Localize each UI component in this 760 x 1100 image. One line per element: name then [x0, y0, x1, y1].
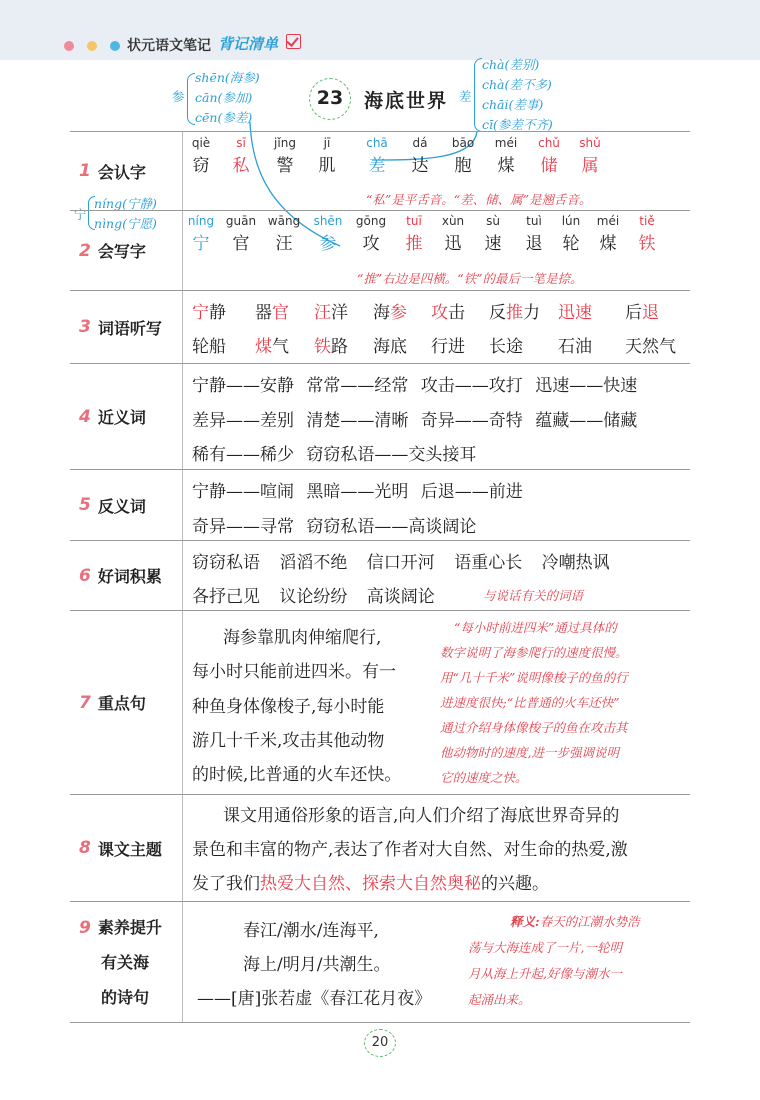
pinyin: méi	[494, 136, 518, 150]
hanzi: 警	[276, 156, 294, 176]
explain-line: 月从海上升起,好像与潮水一	[468, 966, 622, 981]
analysis-line: 通过介绍身体像梭子的鱼在攻击其	[440, 720, 628, 735]
dictation-word: 石油	[558, 337, 592, 357]
lesson-title: 海底世界	[364, 90, 449, 112]
word-grid	[183, 291, 690, 363]
row-good-words	[70, 541, 690, 611]
pinyin: xùn	[441, 214, 465, 228]
char-cell	[348, 214, 394, 254]
cha-reading-4: cī(参差不齐)	[482, 117, 553, 132]
ning-reading-1: níng(宁静)	[94, 196, 157, 211]
cha-reading-3: chāi(差事)	[482, 97, 544, 112]
hanzi: 煤	[599, 234, 617, 254]
dictation-word: 煤气	[255, 337, 289, 357]
row-label	[70, 211, 183, 290]
pinyin: chǔ	[538, 136, 560, 150]
row-antonyms	[70, 470, 690, 541]
sentence-line: 游几十千米,攻击其他动物	[192, 731, 385, 751]
dictation-word: 海底	[373, 337, 407, 357]
row-subtitle: 有关海	[101, 953, 150, 972]
row-title: 会认字	[97, 162, 146, 182]
pinyin: níng	[187, 214, 215, 228]
cha-reading-1: chà(差别)	[482, 57, 540, 72]
row-label	[70, 470, 183, 540]
row-note: “推”右边是四横。“铁”的最后一笔是捺。	[357, 271, 583, 286]
pinyin: dá	[412, 136, 428, 150]
poem-line: 海上/明月/共潮生。	[243, 955, 391, 975]
cha-reading-2: chà(差不多)	[482, 77, 552, 92]
text-line: 宁静——安静 常常——经常 攻击——攻打 迅速——快速	[192, 376, 638, 396]
char-cell	[218, 136, 264, 176]
char-cell	[305, 214, 351, 254]
hanzi: 达	[411, 156, 429, 176]
pinyin: shǔ	[579, 136, 601, 150]
pinyin: guān	[225, 214, 257, 228]
decor-dot-blue	[110, 41, 120, 51]
pinyin: sù	[486, 214, 500, 228]
row-dictation	[70, 291, 690, 364]
checkmark-icon	[286, 34, 301, 49]
char-cell	[624, 214, 670, 254]
poem-block	[183, 902, 690, 1022]
pinyin: wāng	[267, 214, 301, 228]
cha-char-annotation: 差	[459, 89, 472, 104]
shen-reading-3: cēn(参差)	[195, 110, 253, 125]
explain-title: 释义:	[510, 914, 540, 929]
row-label	[70, 132, 183, 210]
theme-text-b: 的兴趣。	[481, 874, 549, 894]
hanzi: 官	[232, 234, 250, 254]
row-label	[70, 291, 183, 363]
char-cell	[262, 136, 308, 176]
notes-table	[70, 131, 690, 1023]
pinyin: gōng	[355, 214, 387, 228]
row-number: 4	[79, 406, 91, 427]
explain-line	[510, 912, 640, 930]
char-cell	[567, 136, 613, 176]
explain-line: 荡与大海连成了一片,一轮明	[468, 940, 622, 955]
hanzi: 推	[405, 234, 423, 254]
dictation-word: 海参	[373, 303, 407, 323]
dictation-word: 轮船	[192, 337, 226, 357]
row-synonyms	[70, 364, 690, 470]
dictation-word: 汪洋	[314, 303, 348, 323]
text-line: 差异——差别 清楚——清晰 奇异——奇特 蕴藏——储藏	[192, 411, 638, 431]
synonym-list	[183, 364, 690, 469]
shen-char-annotation: 参	[172, 89, 185, 104]
pinyin: chā	[366, 136, 388, 150]
hanzi: 煤	[497, 156, 515, 176]
theme-line: 景色和丰富的物产,表达了作者对大自然、对生命的热爱,激	[192, 840, 628, 860]
sentence-line: 海参靠肌肉伸缩爬行,	[223, 628, 382, 648]
analysis-line: 它的速度之快。	[440, 770, 528, 785]
theme-line: 课文用通俗形象的语言,向人们介绍了海底世界奇异的	[223, 806, 620, 826]
theme-text-a: 发了我们	[192, 874, 260, 894]
row-number: 9	[79, 918, 91, 938]
char-cell	[354, 136, 400, 176]
ning-char-annotation: 宁	[74, 207, 87, 222]
hanzi: 差	[368, 156, 386, 176]
dictation-word: 后退	[625, 303, 659, 323]
poem-line: 春江/潮水/连海平,	[243, 921, 379, 941]
brand-title: 状元语文笔记	[127, 38, 211, 54]
decor-dot-yellow	[87, 41, 97, 51]
dictation-word: 铁路	[314, 337, 348, 357]
text-line: 各抒己见 议论纷纷 高谈阔论	[192, 587, 435, 607]
pinyin: bāo	[451, 136, 475, 150]
row-note: 与说话有关的词语	[483, 588, 584, 603]
header-bar	[0, 0, 760, 60]
hanzi: 退	[525, 234, 543, 254]
hanzi: 铁	[638, 234, 656, 254]
char-cell	[483, 136, 529, 176]
hanzi: 迅	[444, 234, 462, 254]
hanzi: 汪	[275, 234, 293, 254]
row-subtitle: 的诗句	[101, 988, 150, 1007]
pinyin: tuì	[526, 214, 542, 228]
row-recognize	[70, 132, 690, 211]
poem-source: ——[唐]张若虚《春江花月夜》	[197, 989, 432, 1009]
hanzi: 窃	[192, 156, 210, 176]
shen-brace	[187, 73, 195, 125]
dictation-word: 长途	[489, 337, 523, 357]
analysis-line: 他动物时的速度,进一步强调说明	[440, 745, 619, 760]
dictation-word: 器官	[255, 303, 289, 323]
row-number: 6	[79, 565, 91, 586]
antonym-list	[183, 470, 690, 540]
analysis-line: 进速度很快;“比普通的火车还快”	[440, 695, 620, 710]
sentence-line: 种鱼身体像梭子,每小时能	[192, 697, 385, 717]
dictation-word: 攻击	[431, 303, 465, 323]
pinyin: jǐng	[274, 136, 296, 150]
row-title: 词语听写	[97, 318, 162, 338]
row-title: 素养提升	[97, 918, 162, 937]
row-title: 课文主题	[97, 839, 162, 859]
theme-text	[183, 795, 690, 901]
row-theme	[70, 795, 690, 902]
row-label	[70, 902, 183, 1022]
row-title: 近义词	[97, 408, 146, 427]
row-key-sentence	[70, 611, 690, 795]
text-line: 稀有——稀少 窃窃私语——交头接耳	[192, 445, 477, 465]
dictation-word: 天然气	[625, 337, 676, 357]
row-label	[70, 611, 183, 794]
page-number: 20	[364, 1029, 396, 1057]
char-cell	[218, 214, 264, 254]
text-line: 宁静——喧闹 黑暗——光明 后退——前进	[192, 482, 523, 502]
row-label	[70, 541, 183, 610]
hanzi: 胞	[454, 156, 472, 176]
dictation-word: 迅速	[558, 303, 592, 323]
sentence-line: 每小时只能前进四米。有一	[192, 662, 396, 682]
lesson-number: 23	[309, 78, 351, 120]
row-title: 重点句	[97, 694, 146, 713]
char-cell	[470, 214, 516, 254]
text-line: 窃窃私语 滔滔不绝 信口开河 语重心长 冷嘲热讽	[192, 553, 610, 573]
char-cell	[397, 136, 443, 176]
row-number: 8	[79, 838, 91, 858]
analysis-line: 用“几十千米”说明像梭子的鱼的行	[440, 670, 628, 685]
row-note: “私”是平舌音。“差、储、属”是翘舌音。	[366, 192, 592, 207]
analysis-line: “每小时前进四米”通过具体的	[454, 620, 617, 635]
char-grid	[183, 132, 690, 210]
row-poem	[70, 902, 690, 1023]
hanzi: 肌	[318, 156, 336, 176]
explain-line: 起涌出来。	[468, 992, 531, 1007]
row-label	[70, 364, 183, 469]
cha-brace	[474, 58, 482, 132]
row-title: 会写字	[97, 242, 146, 261]
analysis-line: 数字说明了海参爬行的速度很慢。	[440, 645, 628, 660]
dictation-word: 行进	[431, 337, 465, 357]
hanzi: 参	[319, 234, 337, 254]
row-number: 3	[79, 317, 91, 337]
hanzi: 速	[484, 234, 502, 254]
dictation-word: 反推力	[489, 303, 540, 323]
pinyin: sī	[236, 136, 246, 150]
char-grid	[183, 211, 690, 290]
pinyin: tuī	[406, 214, 422, 228]
row-title: 好词积累	[97, 567, 162, 586]
text-line: 奇异——寻常 窃窃私语——高谈阔论	[192, 517, 477, 537]
row-number: 2	[79, 240, 91, 261]
row-number: 7	[79, 692, 91, 713]
hanzi: 储	[540, 156, 558, 176]
hanzi: 轮	[562, 234, 580, 254]
explain-text: 春天的江潮水势浩	[539, 914, 640, 929]
hanzi: 私	[232, 156, 250, 176]
row-title: 反义词	[97, 496, 146, 516]
row-number: 5	[79, 495, 91, 515]
sentence-line: 的时候,比普通的火车还快。	[192, 765, 402, 785]
decor-dot-pink	[64, 41, 74, 51]
pinyin: qiè	[191, 136, 211, 150]
ning-reading-2: nìng(宁愿)	[94, 216, 157, 231]
pinyin: jī	[323, 136, 331, 150]
dictation-word: 宁静	[192, 303, 226, 323]
hanzi: 宁	[192, 234, 210, 254]
shen-reading-1: shēn(海参)	[195, 70, 260, 85]
theme-line-3	[192, 869, 549, 894]
section-tag: 背记清单	[218, 35, 279, 53]
char-cell	[526, 136, 572, 176]
hanzi: 攻	[362, 234, 380, 254]
pinyin: shēn	[313, 214, 343, 228]
theme-highlight: 热爱大自然、探索大自然奥秘	[260, 874, 481, 894]
pinyin: lún	[561, 214, 581, 228]
pinyin: méi	[596, 214, 620, 228]
row-label	[70, 795, 183, 901]
hanzi: 属	[581, 156, 599, 176]
row-number: 1	[79, 161, 91, 181]
row-write	[70, 211, 690, 291]
char-cell	[440, 136, 486, 176]
char-cell	[261, 214, 307, 254]
char-cell	[304, 136, 350, 176]
key-sentence	[183, 611, 690, 794]
pinyin: tiě	[639, 214, 655, 228]
good-word-list	[183, 541, 690, 610]
shen-reading-2: cān(参加)	[195, 90, 253, 105]
